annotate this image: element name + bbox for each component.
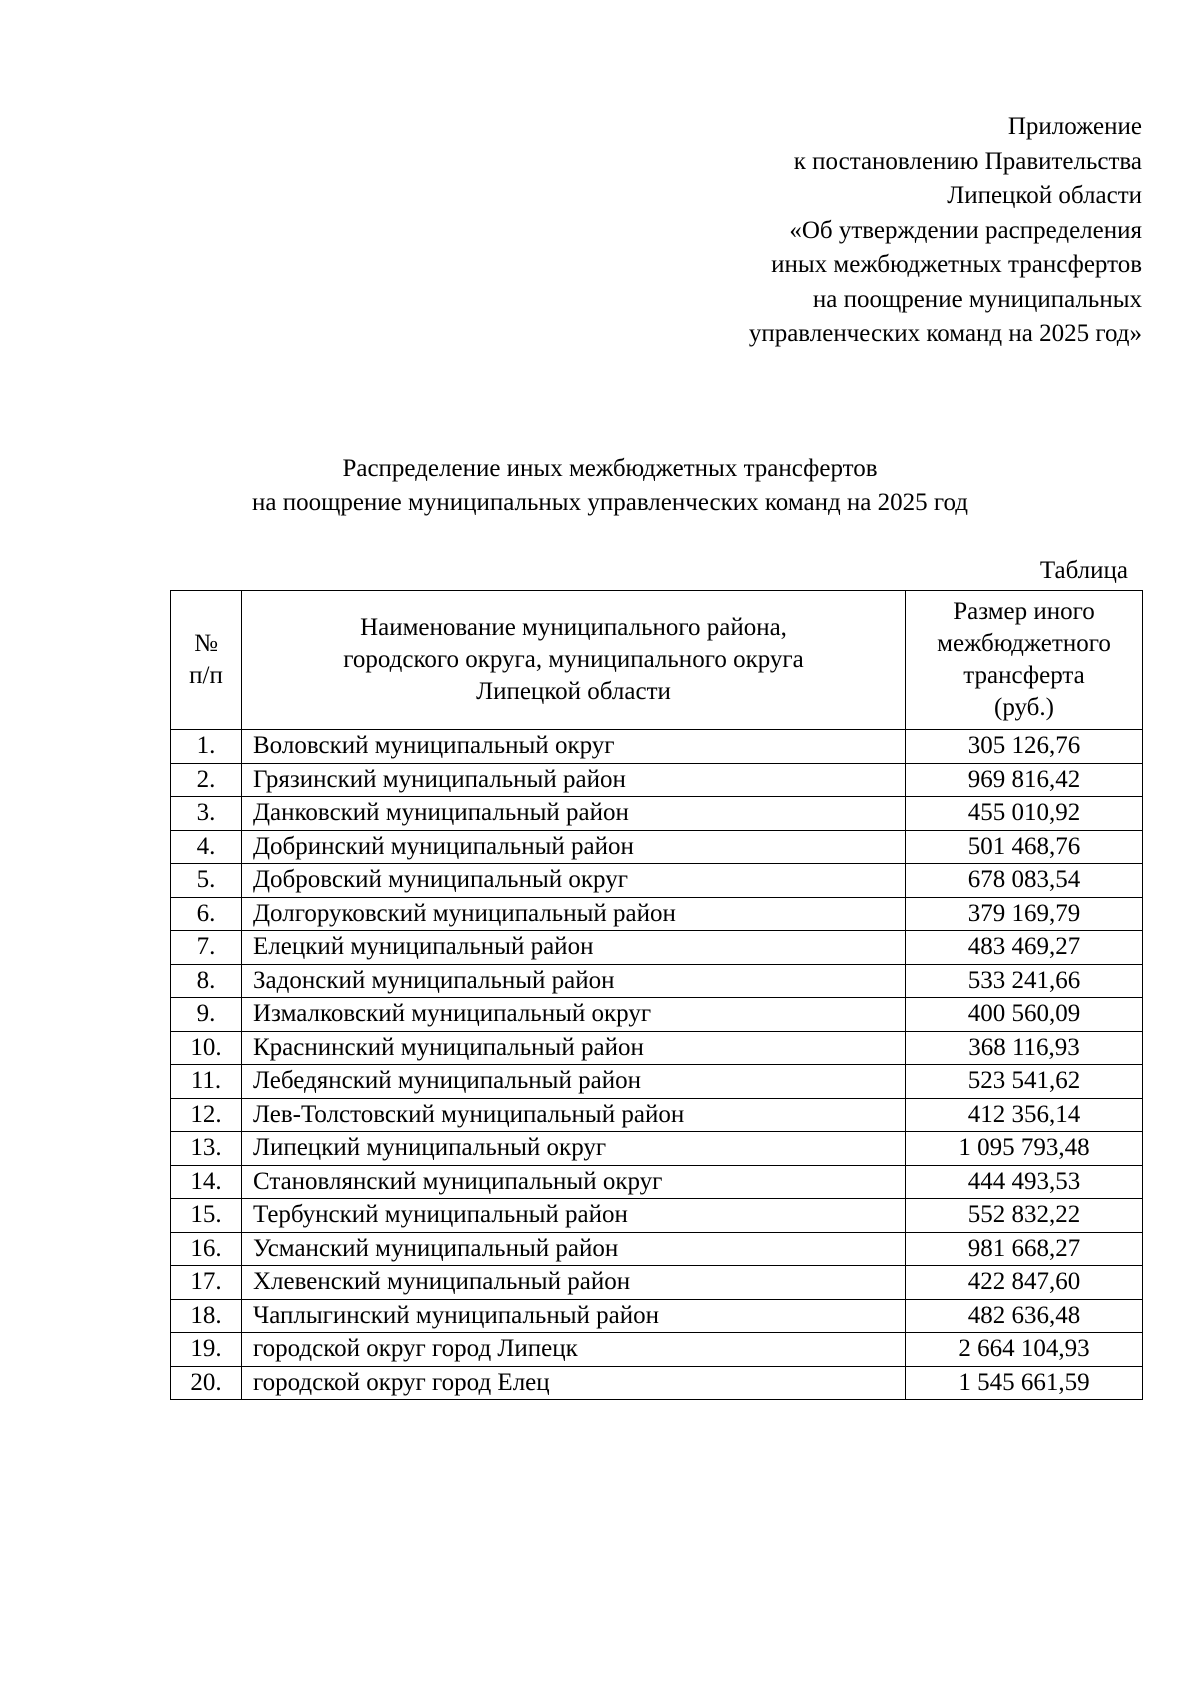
table-header-row [171, 591, 1143, 730]
header-num-line: п/п [189, 662, 223, 689]
row-amount: 412 356,14 [906, 1098, 1143, 1132]
table-row [171, 998, 1143, 1032]
table-row [171, 1232, 1143, 1266]
row-name: городской округ город Липецк [242, 1333, 906, 1367]
row-num: 9. [171, 998, 242, 1032]
row-amount: 444 493,53 [906, 1165, 1143, 1199]
header-num-line: № [194, 630, 218, 657]
table-row [171, 1165, 1143, 1199]
row-name: Измалковский муниципальный округ [242, 998, 906, 1032]
table-row [171, 1199, 1143, 1233]
header-name [242, 591, 906, 730]
row-name: Усманский муниципальный район [242, 1232, 906, 1266]
appendix-line: на поощрение муниципальных [812, 285, 1142, 313]
appendix-line: «Об утверждении распределения [789, 216, 1142, 244]
table-row [171, 1366, 1143, 1400]
table-row [171, 763, 1143, 797]
row-amount: 455 010,92 [906, 797, 1143, 831]
header-amount-line: межбюджетного [937, 630, 1111, 657]
document-title [0, 452, 1200, 520]
row-name: Лебедянский муниципальный район [242, 1065, 906, 1099]
row-amount: 483 469,27 [906, 931, 1143, 965]
distribution-table [170, 590, 1143, 1400]
row-num: 3. [171, 797, 242, 831]
row-name: Хлевенский муниципальный район [242, 1266, 906, 1300]
row-name: Тербунский муниципальный район [242, 1199, 906, 1233]
table-label: Таблица [1039, 557, 1128, 584]
header-name-line: Наименование муниципального района, [360, 614, 787, 641]
table-row [171, 1266, 1143, 1300]
row-name: Елецкий муниципальный район [242, 931, 906, 965]
row-name: Воловский муниципальный округ [242, 730, 906, 764]
row-name: Добровский муниципальный округ [242, 864, 906, 898]
row-num: 13. [171, 1132, 242, 1166]
row-amount: 400 560,09 [906, 998, 1143, 1032]
row-num: 10. [171, 1031, 242, 1065]
row-name: Липецкий муниципальный округ [242, 1132, 906, 1166]
row-amount: 1 095 793,48 [906, 1132, 1143, 1166]
row-num: 11. [171, 1065, 242, 1099]
row-amount: 969 816,42 [906, 763, 1143, 797]
title-line-1: Распределение иных межбюджетных трансфертов [342, 455, 878, 482]
table-row [171, 797, 1143, 831]
table-row [171, 1065, 1143, 1099]
row-amount: 2 664 104,93 [906, 1333, 1143, 1367]
row-num: 1. [171, 730, 242, 764]
row-num: 19. [171, 1333, 242, 1367]
row-num: 16. [171, 1232, 242, 1266]
table-row [171, 1299, 1143, 1333]
table-row [171, 1333, 1143, 1367]
row-num: 18. [171, 1299, 242, 1333]
table-row [171, 864, 1143, 898]
row-name: Лев-Толстовский муниципальный район [242, 1098, 906, 1132]
row-num: 14. [171, 1165, 242, 1199]
row-name: Грязинский муниципальный район [242, 763, 906, 797]
row-name: Становлянский муниципальный округ [242, 1165, 906, 1199]
row-name: Добринский муниципальный район [242, 830, 906, 864]
appendix-line: Липецкой области [947, 182, 1142, 209]
row-num: 6. [171, 897, 242, 931]
row-amount: 305 126,76 [906, 730, 1143, 764]
row-amount: 981 668,27 [906, 1232, 1143, 1266]
table-row [171, 897, 1143, 931]
appendix-line: управленческих команд на 2025 год» [748, 320, 1142, 347]
row-num: 20. [171, 1366, 242, 1400]
row-name: Краснинский муниципальный район [242, 1031, 906, 1065]
row-num: 7. [171, 931, 242, 965]
table-row [171, 1132, 1143, 1166]
row-name: Чаплыгинский муниципальный район [242, 1299, 906, 1333]
row-amount: 552 832,22 [906, 1199, 1143, 1233]
row-amount: 501 468,76 [906, 830, 1143, 864]
table-body [171, 730, 1143, 1400]
header-num [171, 591, 242, 730]
row-amount: 368 116,93 [906, 1031, 1143, 1065]
table-row [171, 730, 1143, 764]
header-amount-line: трансферта [963, 662, 1085, 689]
row-amount: 379 169,79 [906, 897, 1143, 931]
header-amount-line: Размер иного [953, 598, 1095, 625]
table-row [171, 931, 1143, 965]
row-amount: 482 636,48 [906, 1299, 1143, 1333]
table-row [171, 964, 1143, 998]
row-num: 15. [171, 1199, 242, 1233]
row-num: 2. [171, 763, 242, 797]
row-num: 5. [171, 864, 242, 898]
table-row [171, 1098, 1143, 1132]
header-amount-line: (руб.) [994, 694, 1054, 721]
appendix-line: иных межбюджетных трансфертов [771, 251, 1142, 278]
row-amount: 422 847,60 [906, 1266, 1143, 1300]
appendix-block [622, 110, 1142, 352]
row-num: 8. [171, 964, 242, 998]
title-line-2: на поощрение муниципальных управленческих команд на 2025 год [251, 489, 969, 516]
row-name: Задонский муниципальный район [242, 964, 906, 998]
row-num: 4. [171, 830, 242, 864]
row-amount: 678 083,54 [906, 864, 1143, 898]
row-amount: 1 545 661,59 [906, 1366, 1143, 1400]
header-name-line: Липецкой области [476, 678, 671, 705]
row-name: городской округ город Елец [242, 1366, 906, 1400]
header-amount [906, 591, 1143, 730]
table-row [171, 830, 1143, 864]
header-name-line: городского округа, муниципального округа [343, 646, 804, 673]
row-amount: 533 241,66 [906, 964, 1143, 998]
appendix-line: к постановлению Правительства [793, 147, 1142, 175]
row-num: 12. [171, 1098, 242, 1132]
row-name: Долгоруковский муниципальный район [242, 897, 906, 931]
row-num: 17. [171, 1266, 242, 1300]
row-name: Данковский муниципальный район [242, 797, 906, 831]
row-amount: 523 541,62 [906, 1065, 1143, 1099]
appendix-line: Приложение [1007, 113, 1142, 140]
table-row [171, 1031, 1143, 1065]
